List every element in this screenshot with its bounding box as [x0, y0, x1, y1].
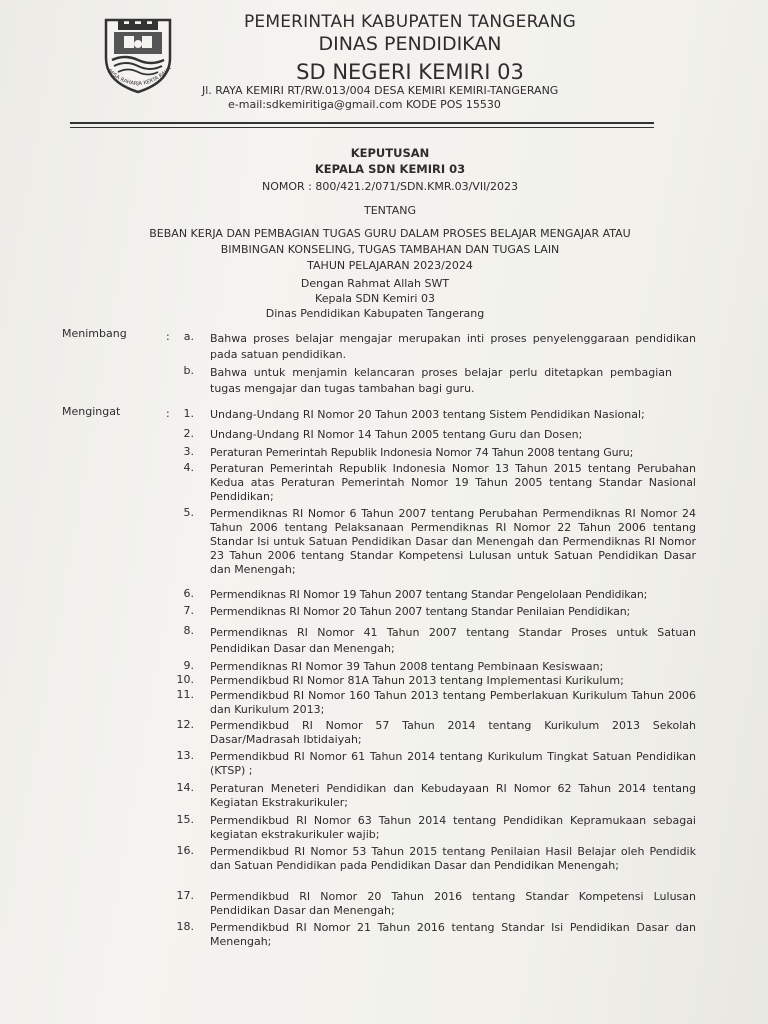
opening-formula [240, 276, 510, 321]
mengingat-item: Peraturan Pemerintah Republik Indonesia Nomor 13 Tahun 2015 tentang Perubahan Kedua atas Peraturan Pemerintah Nomor 19 Tahun 2005 tentang Standar Nasional Pendidikan; [210, 462, 696, 503]
subject-line: BEBAN KERJA DAN PEMBAGIAN TUGAS GURU DALAM PROSES BELAJAR MENGAJAR ATAU [149, 227, 631, 240]
mengingat-item: Permendikbud RI Nomor 81A Tahun 2013 tentang Implementasi Kurikulum; [210, 674, 624, 687]
mengingat-marker: 12. [176, 718, 194, 731]
letterhead-line2: DINAS PENDIDIKAN [318, 33, 502, 55]
header-rule-thin [70, 127, 654, 128]
menimbang-item: Bahwa untuk menjamin kelancaran proses belajar perlu ditetapkan pembagian tugas mengajar dan tugas tambahan bagi guru. [210, 366, 672, 395]
mengingat-item: Permendikbud RI Nomor 53 Tahun 2015 tentang Penilaian Hasil Belajar oleh Pendidik dan Satuan Pendidikan pada Pendidikan Dasar dan Pendidikan Menengah; [210, 845, 696, 872]
menimbang-marker: b. [183, 364, 194, 377]
opening-line: Dengan Rahmat Allah SWT [300, 277, 450, 290]
mengingat-item: Undang-Undang RI Nomor 20 Tahun 2003 tentang Sistem Pendidikan Nasional; [210, 408, 645, 421]
decree-subject [110, 226, 670, 274]
mengingat-marker: 11. [176, 688, 194, 701]
mengingat-item: Peraturan Pemerintah Republik Indonesia Nomor 74 Tahun 2008 tentang Guru; [210, 446, 634, 459]
menimbang-item: Bahwa proses belajar mengajar merupakan inti proses penyelenggaraan pendidikan pada satuan pendidikan. [210, 332, 696, 361]
letterhead-line1: PEMERINTAH KABUPATEN TANGERANG [243, 12, 577, 32]
mengingat-item: Permendikbud RI Nomor 21 Tahun 2016 tentang Standar Isi Pendidikan Dasar dan Menengah; [210, 921, 696, 948]
opening-line: Kepala SDN Kemiri 03 [315, 292, 435, 305]
header-rule-thick [70, 122, 654, 124]
mengingat-item: Permendiknas RI Nomor 6 Tahun 2007 tentang Perubahan Permendiknas RI Nomor 24 Tahun 2006 tentang Pelaksanaan Permendiknas RI Nomor 22 Tahun 2006 tentang Standar Isi untuk Satuan Pendidikan Dasar dan Menengah dan Permendiknas RI Nomor 23 Tahun 2006 tentang Standar Kompetensi Lulusan untuk Satuan Pendidikan Dasar dan Menengah; [210, 507, 696, 576]
mengingat-item: Permendiknas RI Nomor 39 Tahun 2008 tentang Pembinaan Kesiswaan; [210, 660, 604, 673]
mengingat-item: Peraturan Meneteri Pendidikan dan Kebudayaan RI Nomor 62 Tahun 2014 tentang Kegiatan Ekstrakurikuler; [210, 782, 696, 809]
about-label: TENTANG [363, 204, 417, 217]
mengingat-item: Permendikbud RI Nomor 63 Tahun 2014 tentang Pendidikan Kepramukaan sebagai kegiatan ekstrakurikuler wajib; [210, 814, 696, 841]
mengingat-label: Mengingat [62, 405, 121, 418]
mengingat-item: Permendikbud RI Nomor 160 Tahun 2013 tentang Pemberlakuan Kurikulum Tahun 2006 dan Kurikulum 2013; [210, 689, 696, 716]
subject-line: TAHUN PELAJARAN 2023/2024 [307, 259, 473, 272]
menimbang-colon: : [166, 330, 170, 343]
mengingat-marker: 9. [183, 659, 194, 672]
mengingat-marker: 13. [176, 749, 194, 762]
mengingat-marker: 3. [183, 445, 194, 458]
mengingat-item: Permendikbud RI Nomor 61 Tahun 2014 tentang Kurikulum Tingkat Satuan Pendidikan (KTSP) ; [210, 750, 696, 777]
decree-issuer: KEPALA SDN KEMIRI 03 [314, 162, 466, 176]
letterhead [190, 12, 630, 86]
mengingat-marker: 15. [176, 813, 194, 826]
mengingat-marker: 5. [183, 506, 194, 519]
mengingat-marker: 4. [183, 461, 194, 474]
mengingat-marker: 10. [176, 673, 194, 686]
mengingat-item: Permendiknas RI Nomor 41 Tahun 2007 tentang Standar Proses untuk Satuan Pendidikan Dasar dan Menengah; [210, 626, 696, 655]
letterhead-school-name: SD NEGERI KEMIRI 03 [296, 60, 524, 84]
subject-line: BIMBINGAN KONSELING, TUGAS TAMBAHAN DAN TUGAS LAIN [220, 243, 560, 256]
menimbang-label: Menimbang [62, 327, 127, 340]
regency-logo [98, 16, 178, 94]
letterhead-address [202, 84, 558, 112]
mengingat-item: Permendikbud RI Nomor 57 Tahun 2014 tentang Kurikulum 2013 Sekolah Dasar/Madrasah Ibtidaiyah; [210, 719, 696, 746]
mengingat-marker: 8. [183, 624, 194, 637]
opening-line: Dinas Pendidikan Kabupaten Tangerang [265, 307, 485, 320]
mengingat-marker: 2. [183, 427, 194, 440]
mengingat-marker: 7. [183, 604, 194, 617]
mengingat-marker: 14. [176, 781, 194, 794]
logo-motto: BESA RAHARJA KERTA RAHA [106, 65, 173, 88]
mengingat-colon: : [166, 407, 170, 420]
mengingat-item: Permendiknas RI Nomor 20 Tahun 2007 tentang Standar Penilaian Pendidikan; [210, 605, 631, 618]
mengingat-item: Undang-Undang RI Nomor 14 Tahun 2005 tentang Guru dan Dosen; [210, 428, 583, 441]
mengingat-marker: 1. [183, 407, 194, 420]
decree-number: NOMOR : 800/421.2/071/SDN.KMR.03/VII/2023 [261, 180, 519, 193]
decree-title: KEPUTUSAN [350, 146, 430, 160]
menimbang-marker: a. [183, 330, 194, 343]
mengingat-item: Permendikbud RI Nomor 20 Tahun 2016 tentang Standar Kompetensi Lulusan Pendidikan Dasar dan Menengah; [210, 890, 696, 917]
mengingat-item: Permendiknas RI Nomor 19 Tahun 2007 tentang Standar Pengelolaan Pendidikan; [210, 588, 648, 601]
mengingat-marker: 17. [176, 889, 194, 902]
mengingat-marker: 16. [176, 844, 194, 857]
mengingat-marker: 18. [176, 920, 194, 933]
address-line: Jl. RAYA KEMIRI RT/RW.013/004 DESA KEMIRI KEMIRI-TANGERANG [202, 84, 559, 97]
mengingat-marker: 6. [183, 587, 194, 600]
email-postal-line: e-mail:sdkemiritiga@gmail.com KODE POS 15530 [228, 98, 501, 111]
